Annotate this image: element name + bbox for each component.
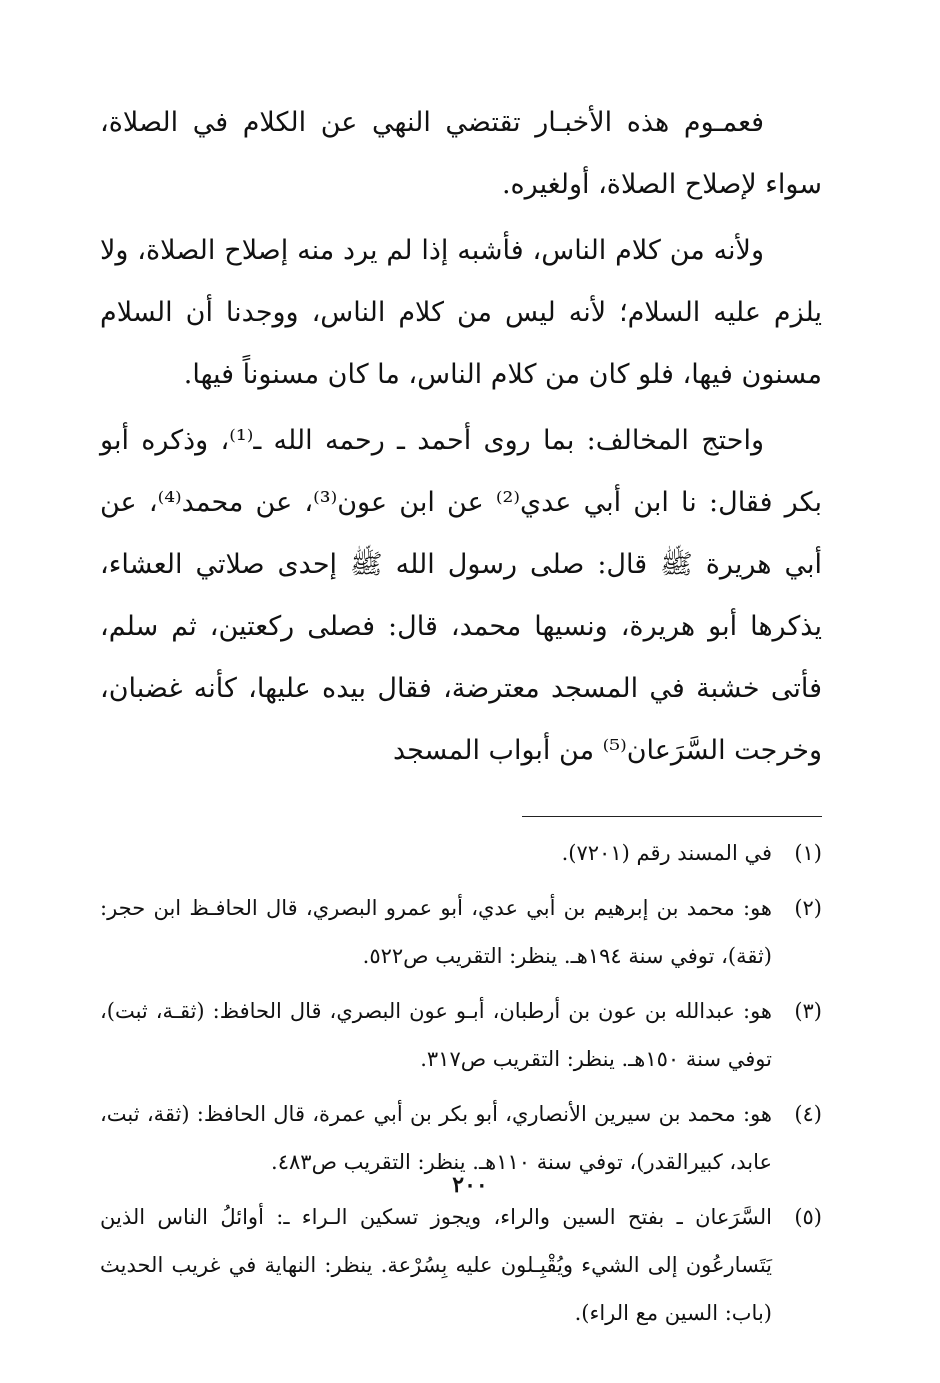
footnote-text: السَّرَعان ـ بفتح السين والراء، ويجوز تسكين الـراء ـ: أوائلُ الناس الذين يَتَسارعُون إلى الشيء ويُقْبِـلون عليه بِسُرْعة. ينظر: النهاية في غريب الحديث (باب: السين مع الراء). — [100, 1205, 772, 1325]
main-text — [100, 92, 822, 782]
footnote — [100, 884, 822, 980]
footnote-number: (٢) — [794, 896, 822, 920]
footnote-text: في المسند رقم (٧٢٠١). — [561, 841, 772, 865]
paragraph: فعمـوم هذه الأخبـار تقتضي النهي عن الكلام في الصلاة، سواء لإصلاح الصلاة، أولغيره. — [100, 107, 822, 200]
footnote-separator — [522, 816, 822, 817]
footnotes — [100, 829, 822, 1337]
footnote-text: هو: محمد بن سيرين الأنصاري، أبو بكر بن أبي عمرة، قال الحافظ: (ثقة، ثبت، عابد، كبيرالقدر)، توفي سنة ١١٠هـ. ينظر: التقريب ص٤٨٣. — [100, 1102, 772, 1174]
footnote-number: (٤) — [794, 1102, 822, 1126]
paragraph: ولأنه من كلام الناس، فأشبه إذا لم يرد منه إصلاح الصلاة، ولا يلزم عليه السلام؛ لأنه ليس من كلام الناس، ووجدنا أن السلام مسنون فيها، فلو كان من كلام الناس، ما كان مسنوناً فيها. — [100, 235, 822, 390]
footnote — [100, 987, 822, 1083]
footnote-number: (١) — [794, 841, 822, 865]
footnote-text: هو: محمد بن إبرهيم بن أبي عدي، أبو عمرو البصري، قال الحافـظ ابن حجر: (ثقة)، توفي سنة ١٩٤هـ. ينظر: التقريب ص٥٢٢. — [100, 896, 772, 968]
footnote — [100, 1193, 822, 1337]
paragraph: واحتج المخالف: بما روى أحمد ـ رحمه الله ـ⁽¹⁾، وذكره أبو بكر فقال: نا ابن أبي عدي⁽²⁾ عن ابن عون⁽³⁾، عن محمد⁽⁴⁾، عن أبي هريرة ﷺ قال: صلى رسول الله ﷺ إحدى صلاتي العشاء، يذكرها أبو هريرة، ونسيها محمد، قال: فصلى ركعتين، ثم سلم، فأتى خشبة في المسجد معترضة، فقال بيده عليها، كأنه غضبان، وخرجت السَّرَعان⁽⁵⁾ من أبواب المسجد — [100, 425, 822, 766]
footnote-number: (٣) — [794, 999, 822, 1023]
footnote — [100, 829, 822, 877]
page-number: ٢٠٠ — [452, 1172, 488, 1198]
footnote-text: هو: عبدالله بن عون بن أرطبان، أبـو عون البصري، قال الحافظ: (ثقـة، ثبت)، توفي سنة ١٥٠هـ. ينظر: التقريب ص٣١٧. — [100, 999, 772, 1071]
footnote-number: (٥) — [794, 1205, 822, 1229]
